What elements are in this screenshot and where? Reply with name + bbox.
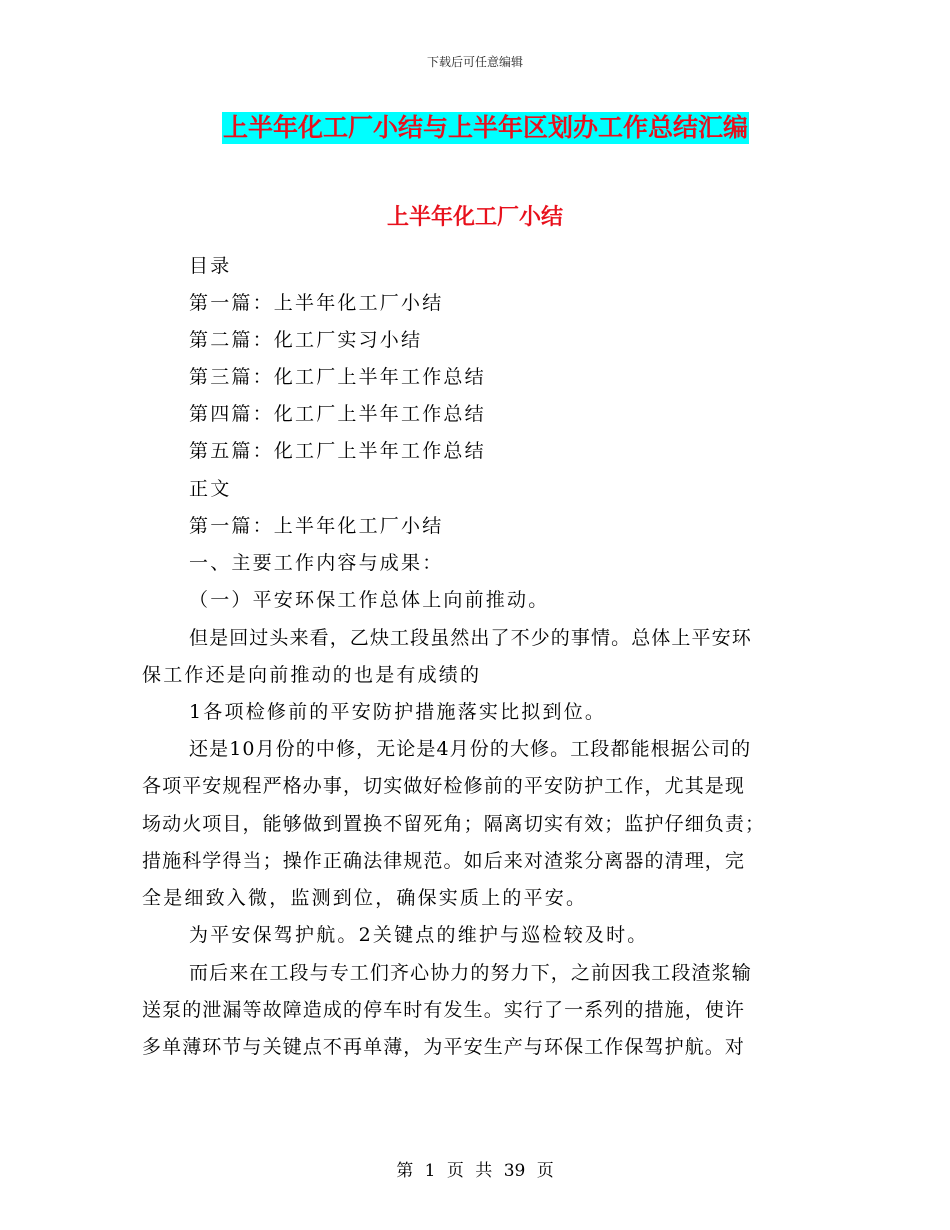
paragraph-line: 但是回过头来看，乙炔工段虽然出了不少的事情。总体上平安环: [189, 627, 752, 649]
paragraph-line: 保工作还是向前推动的也是有成绩的: [142, 664, 482, 686]
paragraph-line: 送泵的泄漏等故障造成的停车时有发生。实行了一系列的措施，使许: [142, 999, 746, 1021]
header-note: 下载后可任意编辑: [426, 55, 523, 69]
paragraph-line: 场动火项目，能够做到置换不留死角；隔离切实有效；监护仔细负责；: [142, 813, 766, 835]
paragraph-line: 为平安保驾护航。2关键点的维护与巡检较及时。: [189, 924, 649, 946]
paragraph-line: 措施科学得当；操作正确法律规范。如后来对渣浆分离器的清理，完: [142, 850, 746, 872]
body-heading: 正文: [189, 478, 232, 500]
document-title: 上半年化工厂小结与上半年区划办工作总结汇编: [223, 113, 749, 142]
toc-item: 第一篇：上半年化工厂小结: [189, 292, 444, 314]
subsection-heading: （一）平安环保工作总体上向前推动。: [189, 589, 550, 611]
page-footer: 第 1 页 共 39 页: [396, 1161, 554, 1181]
toc-item: 第四篇：化工厂上半年工作总结: [189, 403, 486, 425]
paragraph-line: 各项平安规程严格办事，切实做好检修前的平安防护工作，尤其是现: [142, 775, 746, 797]
toc-item: 第二篇：化工厂实习小结: [189, 329, 423, 351]
toc-item: 第五篇：化工厂上半年工作总结: [189, 440, 486, 462]
paragraph-line: 全是细致入微，监测到位，确保实质上的平安。: [142, 887, 588, 909]
paragraph-line: 而后来在工段与专工们齐心协力的努力下，之前因我工段渣浆输: [189, 962, 752, 984]
toc-heading: 目录: [189, 255, 232, 277]
section-title: 上半年化工厂小结: [386, 205, 563, 230]
section-heading: 一、主要工作内容与成果：: [189, 552, 444, 574]
paragraph-line: 还是10月份的中修，无论是4月份的大修。工段都能根据公司的: [189, 738, 752, 760]
paragraph-line: 多单薄环节与关键点不再单薄，为平安生产与环保工作保驾护航。对: [142, 1036, 746, 1058]
toc-item: 第三篇：化工厂上半年工作总结: [189, 366, 486, 388]
paragraph-line: 1各项检修前的平安防护措施落实比拟到位。: [189, 701, 607, 723]
chapter-heading: 第一篇：上半年化工厂小结: [189, 515, 444, 537]
